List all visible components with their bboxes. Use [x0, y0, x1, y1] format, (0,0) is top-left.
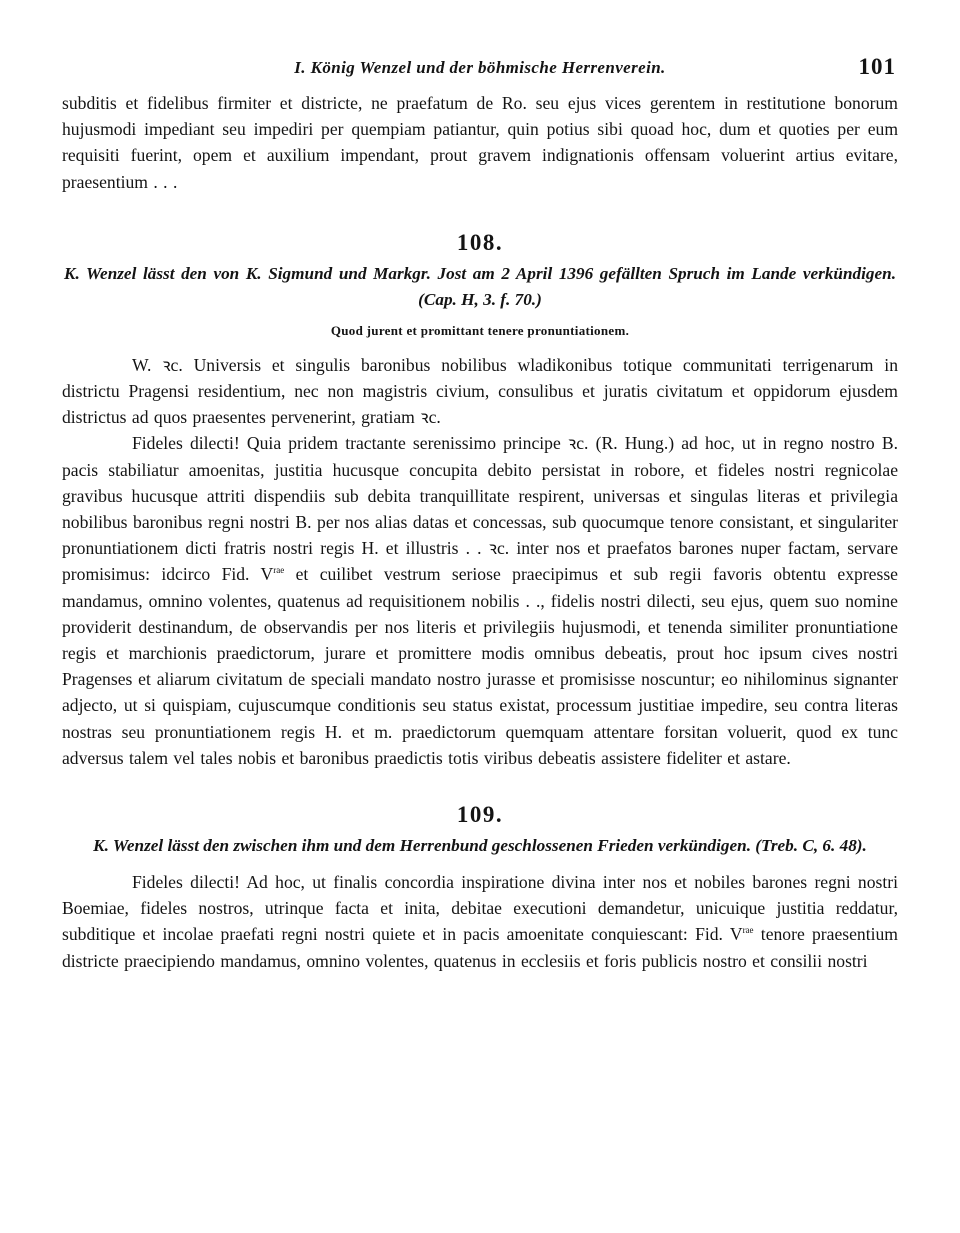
running-head [62, 52, 898, 90]
document-108-body-text-a: Fideles dilecti! Quia pridem tractante serenissimo principe ꝛc. (R. Hung.) ad hoc, ut in regno nostro B. pacis stabiliatur amoenitas, justitia hucusque concupita debito persistat in robore, et fideles nostri regnicolae gravibus hucusque attriti dispendiis sub debita tranquillitate respirent, universas et singulas literas et privilegia nobilibus baronibus regni nostri B. per nos alias datas et concessas, sub quocumque tenore consistant, et singulariter pronuntiationem dicti fratris nostri regis H. et illustris . . ꝛc. inter nos et praefatos barones nuper factam, servare promisimus: idcirco Fid. V [62, 433, 898, 585]
document-109-body-text-b: tenore praesentium districte praecipiendo mandamus, omnino volentes, quatenus in ecclesiis et foris publicis nostro et consilii nostri [62, 924, 898, 971]
document-108-heading: K. Wenzel lässt den von K. Sigmund und Markgr. Jost am 2 April 1396 gefällten Spruch im Lande verkündigen. (Cap. H, 3. f. 70.) [64, 263, 896, 309]
document-109-heading: K. Wenzel lässt den zwischen ihm und dem Herrenbund geschlossenen Frieden verkündigen. (Treb. C, 6. 48). [93, 836, 867, 856]
document-page [62, 52, 898, 974]
document-108-paragraph-address: W. ꝛc. Universis et singulis baronibus nobilibus wladikonibus totique communitati terrigenarum in districtu Pragensi residentium, nec non magistris civium, consulibus et juratis civitatum et oppidorum ejusdem districtus ad quos praesentes pervenerint, gratiam ꝛc. [62, 354, 898, 428]
page-number: 101 [858, 54, 896, 79]
running-title: I. König Wenzel und der böhmische Herrenverein. [294, 58, 666, 77]
document-108-motto: Quod jurent et promittant tenere pronuntiationem. [330, 322, 630, 338]
document-number-108: 108. [456, 229, 504, 255]
document-number-109: 109. [456, 802, 504, 828]
document-109-superscript: rae [742, 925, 754, 936]
continuation-paragraph: subditis et fidelibus firmiter et districte, ne praefatum de Ro. seu ejus vices gerentem in restitutione bonorum hujusmodi impediant seu impediri per quempiam patiantur, quin potius sibi quoad hoc, dum et quoties per eum requisiti fuerint, opem et auxilium impendant, prout gravem indignationis offensam voluerint artius evitare, praesentium . . . [62, 93, 898, 192]
document-108-body-text-b: et cuilibet vestrum seriose praecipimus et sub regii favoris obtentu expresse mandamus, omnino volentes, quatenus ad requisitionem nobilis . ., fidelis nostri dilecti, seu ejus, quem suo nomine providerit destinandum, de observandis per nos literis et privilegiis hujusmodi, et tenenda similiter pronuntiatione regis et marchionis praedictorum, jurare et promittere modis omnibus debeatis, prout hoc ipsum cives nostri Pragenses et aliarum civitatum de speciali mandato nostro jurasse et promisisse noscuntur; eo nihilominus signanter adjecto, ut si quispiam, cujuscumque conditionis seu status existat, processum justitiae impedire, seu contra literas nostras seu pronuntiationem regis H. et m. praedictorum quemquam attentare forsitan voluerit, quod ex tunc adversus talem vel tales nobis et baronibus praedictis totis viribus debeatis assistere fideliter et astare. [62, 564, 898, 768]
document-109-paragraph-body [62, 869, 898, 974]
document-108-paragraph-body [62, 430, 898, 771]
document-108-superscript: rae [273, 565, 285, 576]
document-109-body-text-a: Fideles dilecti! Ad hoc, ut finalis concordia inspiratione divina inter nos et nobiles barones regni nostri Boemiae, fideles nostros, utrinque facta et inita, debitae executioni demandetur, unicuique justitia reddatur, subditique et incolae praefati regni nostri quiete et in pacis amoenitate conquiescant: Fid. V [62, 872, 898, 945]
